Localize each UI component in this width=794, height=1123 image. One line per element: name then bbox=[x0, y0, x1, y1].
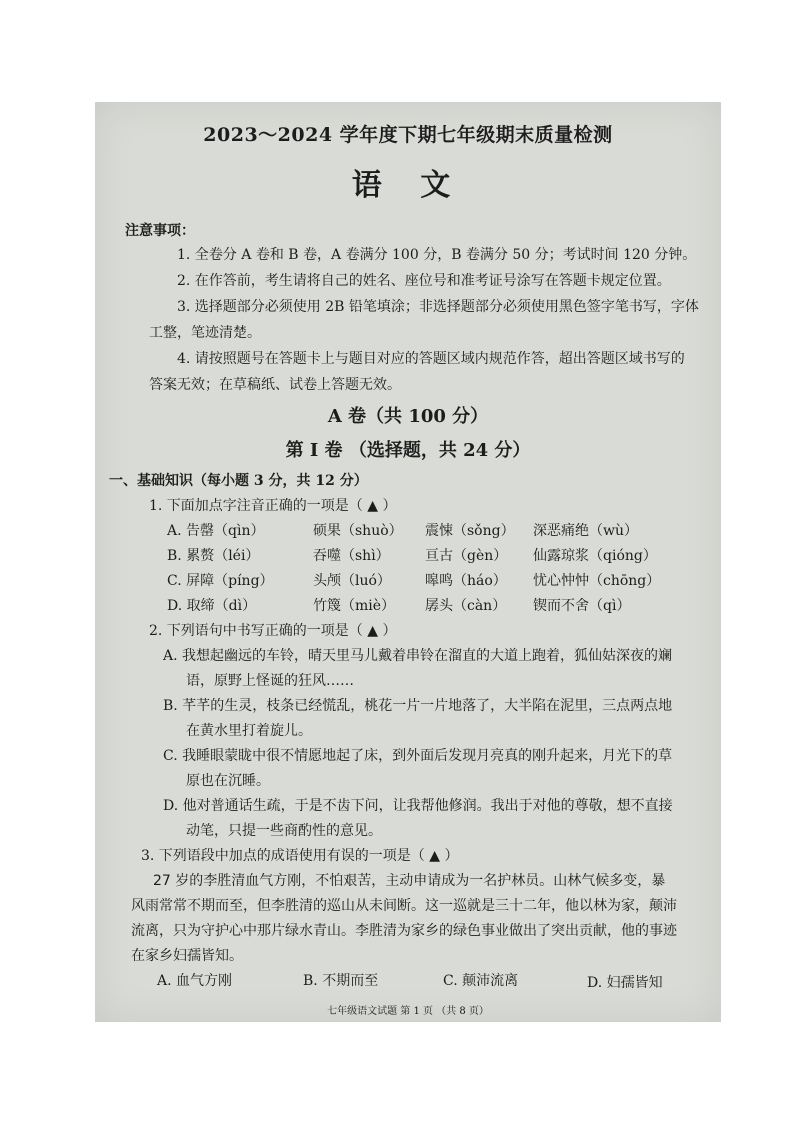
q1-option-d-4: 锲而不舍（qì） bbox=[533, 598, 631, 614]
q1-option-b-2: 吞噬（shì） bbox=[313, 548, 390, 564]
note-item-4-cont: 答案无效；在草稿纸、试卷上答题无效。 bbox=[149, 377, 401, 393]
q3-option-a: A. 血气方刚 bbox=[157, 973, 233, 989]
q2-option-b-line-2: 在黄水里打着旋儿。 bbox=[186, 723, 312, 739]
q1-option-d-2: 竹篾（miè） bbox=[313, 598, 396, 614]
q1-option-d-1: D. 取缔（dì） bbox=[167, 598, 257, 614]
q1-option-a-1: A. 告罄（qìn） bbox=[167, 523, 265, 539]
q3-passage-line-4: 在家乡妇孺皆知。 bbox=[131, 948, 243, 964]
q3-option-d: D. 妇孺皆知 bbox=[587, 975, 663, 991]
subject-title: 语 文 bbox=[351, 168, 465, 203]
note-item-1: 1. 全卷分 A 卷和 B 卷，A 卷满分 100 分，B 卷满分 50 分；考试时间 120 分钟。 bbox=[177, 247, 697, 263]
section-a-heading: A 卷（共 100 分） bbox=[327, 406, 489, 427]
part-1-heading: 第 I 卷 （选择题，共 24 分） bbox=[285, 440, 531, 461]
q1-option-a-3: 震悚（sǒng） bbox=[425, 523, 515, 539]
q2-option-d-line-1: D. 他对普通话生疏，于是不齿下问，让我帮他修润。我出于对他的尊敬，想不直接 bbox=[163, 798, 673, 814]
basic-knowledge-heading: 一、基础知识（每小题 3 分，共 12 分） bbox=[109, 473, 368, 489]
q2-option-d-line-2: 动笔，只提一些商酌性的意见。 bbox=[186, 823, 382, 839]
q1-option-c-2: 头颅（luó） bbox=[313, 573, 391, 589]
q2-option-b-line-1: B. 芊芊的生灵，枝条已经慌乱，桃花一片一片地落了，大半陷在泥里，三点两点地 bbox=[163, 698, 673, 714]
q3-passage-line-3: 流离，只为守护心中那片绿水青山。李胜清为家乡的绿色事业做出了突出贡献，他的事迹 bbox=[131, 923, 677, 939]
q1-option-c-1: C. 屏障（píng） bbox=[167, 573, 274, 589]
notes-heading: 注意事项： bbox=[125, 223, 195, 239]
note-item-3: 3. 选择题部分必须使用 2B 铅笔填涂；非选择题部分必须使用黑色签字笔书写，字体 bbox=[177, 299, 699, 315]
q1-option-a-2: 硕果（shuò） bbox=[313, 523, 403, 539]
q1-option-b-4: 仙露琼浆（qióng） bbox=[533, 548, 657, 564]
q1-option-d-3: 孱头（càn） bbox=[425, 598, 507, 614]
page-footer: 七年级语文试题 第 1 页 （共 8 页） bbox=[327, 1006, 489, 1017]
note-item-4: 4. 请按照题号在答题卡上与题目对应的答题区域内规范作答，超出答题区域书写的 bbox=[177, 351, 685, 367]
exam-title: 2023～2024 学年度下期七年级期末质量检测 bbox=[203, 124, 613, 146]
q2-option-a-line-2: 语，原野上怪诞的狂风…… bbox=[186, 673, 354, 689]
question-1-stem: 1. 下面加点字注音正确的一项是（ ▲ ） bbox=[149, 498, 397, 514]
q2-option-c-line-1: C. 我睡眼蒙眬中很不情愿地起了床，到外面后发现月亮真的刚升起来，月光下的草 bbox=[163, 748, 673, 764]
q2-option-a-line-1: A. 我想起幽远的车铃，晴天里马儿戴着串铃在溜直的大道上跑着，狐仙姑深夜的斓 bbox=[163, 648, 673, 664]
q1-option-c-3: 嗥鸣（háo） bbox=[425, 573, 507, 589]
q1-option-b-3: 亘古（gèn） bbox=[425, 548, 508, 564]
question-2-stem: 2. 下列语句中书写正确的一项是（ ▲ ） bbox=[149, 623, 397, 639]
q3-option-c: C. 颠沛流离 bbox=[443, 973, 519, 989]
q1-option-b-1: B. 累赘（léi） bbox=[167, 548, 260, 564]
q3-option-b: B. 不期而至 bbox=[303, 973, 379, 989]
note-item-2: 2. 在作答前，考生请将自己的姓名、座位号和准考证号涂写在答题卡规定位置。 bbox=[177, 273, 671, 289]
exam-paper bbox=[95, 102, 721, 1022]
q2-option-c-line-2: 原也在沉睡。 bbox=[186, 773, 270, 789]
q3-passage-line-2: 风雨常常不期而至，但李胜清的巡山从未间断。这一巡就是三十二年，他以林为家，颠沛 bbox=[131, 898, 677, 914]
q1-option-a-4: 深恶痛绝（wù） bbox=[533, 523, 638, 539]
q3-passage-line-1: 27 岁的李胜清血气方刚，不怕艰苦，主动申请成为一名护林员。山林气候多变，暴 bbox=[153, 873, 666, 889]
question-3-stem: 3. 下列语段中加点的成语使用有误的一项是（ ▲ ） bbox=[141, 848, 459, 864]
note-item-3-cont: 工整，笔迹清楚。 bbox=[149, 325, 261, 341]
q1-option-c-4: 忧心忡忡（chōng） bbox=[533, 573, 661, 589]
